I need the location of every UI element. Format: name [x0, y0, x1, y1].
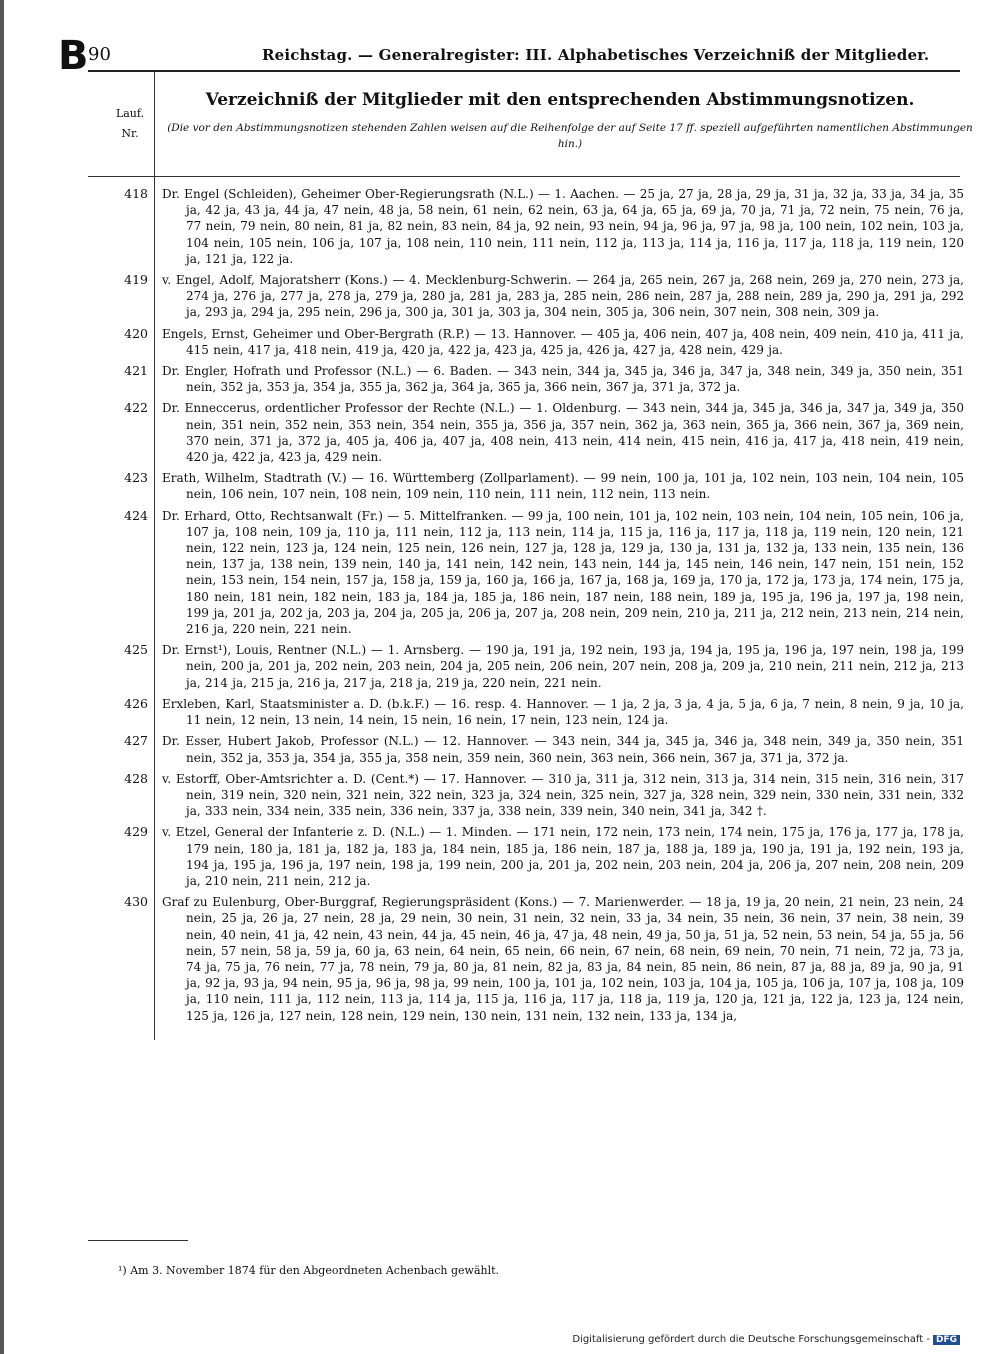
member-entry [88, 186, 964, 267]
entry-number: 427 [124, 733, 148, 749]
entry-number: 420 [124, 325, 148, 341]
entry-text: Dr. Erhard, Otto, Rechtsanwalt (Fr.) — 5. Mittelfranken. — 99 ja, 100 nein, 101 ja, 102 nein, 103 nein, 104 nein, 105 nein, 106 ja, 107 ja, 108 nein, 109 ja, 110 ja, 111 nein, 112 ja, 113 nein, 114 ja, 115 ja, 116 ja, 117 ja, 118 ja, 119 nein, 120 nein, 121 nein, 122 nein, 123 ja, 124 nein, 125 nein, 126 nein, 127 ja, 128 ja, 129 ja, 130 ja, 131 ja, 132 ja, 133 nein, 135 nein, 136 nein, 137 ja, 138 nein, 139 nein, 140 ja, 141 nein, 142 nein, 143 nein, 144 ja, 145 nein, 146 nein, 147 nein, 151 nein, 152 nein, 153 nein, 154 nein, 157 ja, 158 ja, 159 ja, 160 ja, 166 ja, 167 ja, 168 ja, 169 ja, 170 ja, 172 ja, 173 ja, 174 nein, 175 ja, 180 nein, 181 nein, 182 nein, 183 ja, 184 ja, 185 ja, 186 nein, 187 nein, 188 nein, 189 ja, 195 ja, 196 ja, 197 ja, 198 nein, 199 ja, 201 ja, 202 ja, 203 ja, 204 ja, 205 ja, 206 ja, 207 ja, 208 nein, 209 nein, 210 ja, 211 ja, 212 nein, 213 nein, 214 nein, 216 ja, 220 nein, 221 nein. [162, 508, 964, 637]
entry-text: Dr. Engler, Hofrath und Professor (N.L.) — 6. Baden. — 343 nein, 344 ja, 345 ja, 346 ja, 347 ja, 348 nein, 349 ja, 350 nein, 351 nein, 352 ja, 353 ja, 354 ja, 355 ja, 362 ja, 364 ja, 365 ja, 366 nein, 367 ja, 371 ja, 372 ja. [162, 364, 964, 395]
entry-number: 425 [124, 642, 148, 658]
entry-text: Dr. Engel (Schleiden), Geheimer Ober-Regierungsrath (N.L.) — 1. Aachen. — 25 ja, 27 ja, 28 ja, 29 ja, 31 ja, 32 ja, 33 ja, 34 ja, 35 ja, 42 ja, 43 ja, 44 ja, 47 nein, 48 ja, 58 nein, 61 nein, 62 nein, 63 ja, 64 ja, 65 ja, 69 ja, 70 ja, 71 ja, 72 nein, 75 nein, 76 ja, 77 nein, 79 nein, 80 nein, 81 ja, 82 nein, 83 nein, 84 ja, 92 nein, 93 nein, 94 ja, 96 ja, 97 ja, 98 ja, 100 nein, 102 nein, 103 ja, 104 nein, 105 nein, 106 ja, 107 ja, 108 nein, 110 nein, 111 nein, 112 ja, 113 ja, 114 ja, 116 ja, 117 ja, 118 ja, 119 nein, 120 ja, 121 ja, 122 ja. [162, 187, 964, 266]
entry-text: Graf zu Eulenburg, Ober-Burggraf, Regierungspräsident (Kons.) — 7. Marienwerder. — 18 ja, 19 ja, 20 nein, 21 nein, 23 nein, 24 nein, 25 ja, 26 ja, 27 nein, 28 ja, 29 nein, 30 nein, 31 nein, 32 nein, 33 ja, 34 nein, 35 nein, 36 nein, 37 nein, 38 nein, 39 nein, 40 nein, 41 ja, 42 nein, 43 nein, 44 ja, 45 nein, 46 ja, 47 ja, 48 nein, 49 ja, 50 ja, 51 ja, 52 nein, 53 nein, 54 ja, 55 ja, 56 nein, 57 nein, 58 ja, 59 ja, 60 ja, 63 nein, 64 nein, 65 nein, 66 nein, 67 nein, 68 nein, 69 nein, 70 nein, 71 nein, 72 ja, 73 ja, 74 ja, 75 ja, 76 nein, 77 ja, 78 nein, 79 ja, 80 ja, 81 nein, 82 ja, 83 ja, 84 nein, 85 nein, 86 nein, 87 ja, 88 ja, 89 ja, 90 ja, 91 ja, 92 ja, 93 ja, 94 nein, 95 ja, 96 ja, 98 ja, 99 nein, 100 ja, 101 ja, 102 nein, 103 ja, 104 ja, 105 ja, 106 ja, 107 ja, 108 ja, 109 ja, 110 nein, 111 ja, 112 nein, 113 ja, 114 ja, 115 ja, 116 ja, 117 ja, 118 ja, 119 ja, 120 ja, 121 ja, 122 ja, 123 ja, 124 nein, 125 ja, 126 ja, 127 nein, 128 nein, 129 nein, 130 nein, 131 nein, 132 nein, 133 ja, 134 ja, [162, 895, 964, 1023]
entry-number: 429 [124, 824, 148, 840]
header-rule [88, 70, 960, 72]
entry-text: v. Etzel, General der Infanterie z. D. (N.L.) — 1. Minden. — 171 nein, 172 nein, 173 nein, 174 nein, 175 ja, 176 ja, 177 ja, 178 ja, 179 nein, 180 ja, 181 ja, 182 ja, 183 ja, 184 nein, 185 ja, 186 nein, 187 ja, 188 ja, 189 ja, 190 ja, 191 ja, 192 nein, 193 ja, 194 ja, 195 ja, 196 ja, 197 nein, 198 ja, 199 nein, 200 ja, 201 ja, 202 nein, 203 nein, 204 ja, 206 ja, 207 nein, 208 nein, 209 ja, 210 nein, 211 nein, 212 ja. [162, 825, 964, 888]
column-head-line2: Nr. [121, 127, 139, 140]
entry-text: Erxleben, Karl, Staatsminister a. D. (b.k.F.) — 16. resp. 4. Hannover. — 1 ja, 2 ja, 3 ja, 4 ja, 5 ja, 6 ja, 7 nein, 8 nein, 9 ja, 10 ja, 11 nein, 12 nein, 13 nein, 14 nein, 15 nein, 16 nein, 17 nein, 123 nein, 124 ja. [162, 696, 964, 728]
section-title: Verzeichniß der Mitglieder mit den entsprechenden Abstimmungsnotizen. [205, 90, 915, 110]
entry-number: 426 [124, 695, 148, 711]
column-head [112, 104, 148, 144]
page-number: 90 [88, 44, 111, 65]
footnote-rule [88, 1240, 188, 1241]
dfg-logo: DFG [933, 1335, 960, 1345]
member-entry [88, 508, 964, 638]
entry-text: Engels, Ernst, Geheimer und Ober-Bergrath (R.P.) — 13. Hannover. — 405 ja, 406 nein, 407 ja, 408 nein, 409 nein, 410 ja, 411 ja, 415 nein, 417 ja, 418 nein, 419 ja, 420 ja, 422 ja, 423 ja, 425 ja, 426 ja, 427 ja, 428 nein, 429 ja. [162, 326, 964, 357]
entry-number: 428 [124, 770, 148, 786]
member-entry [88, 272, 964, 321]
member-entry [88, 326, 964, 358]
entry-number: 424 [124, 507, 148, 523]
member-entry [88, 771, 964, 820]
section-rule [88, 176, 960, 177]
entry-number: 430 [124, 894, 148, 910]
entry-text: v. Estorff, Ober-Amtsrichter a. D. (Cent.*) — 17. Hannover. — 310 ja, 311 ja, 312 nein, 313 ja, 314 nein, 315 nein, 316 nein, 317 nein, 319 nein, 320 nein, 321 nein, 322 nein, 323 ja, 324 nein, 325 nein, 327 ja, 328 nein, 329 nein, 330 nein, 331 nein, 332 ja, 333 nein, 334 nein, 335 nein, 336 nein, 337 ja, 338 nein, 339 nein, 340 nein, 341 ja, 342 †. [162, 771, 964, 819]
member-list [88, 186, 964, 1029]
entry-number: 422 [124, 400, 148, 416]
footer-text: Digitalisierung gefördert durch die Deutsche Forschungsgemeinschaft - [572, 1334, 930, 1345]
entry-number: 419 [124, 272, 148, 288]
member-entry [88, 642, 964, 691]
entry-text: Dr. Enneccerus, ordentlicher Professor der Rechte (N.L.) — 1. Oldenburg. — 343 nein, 344 ja, 345 ja, 346 ja, 347 ja, 349 ja, 350 nein, 351 nein, 352 nein, 353 nein, 354 nein, 355 ja, 356 ja, 357 nein, 362 ja, 363 nein, 365 ja, 366 nein, 367 ja, 369 nein, 370 nein, 371 ja, 372 ja, 405 ja, 406 ja, 407 ja, 408 nein, 413 nein, 414 nein, 415 nein, 416 ja, 417 ja, 418 nein, 419 nein, 420 ja, 422 ja, 423 ja, 429 nein. [162, 401, 964, 465]
member-entry [88, 400, 964, 465]
entry-text: Dr. Ernst¹), Louis, Rentner (N.L.) — 1. Arnsberg. — 190 ja, 191 ja, 192 nein, 193 ja, 194 ja, 195 ja, 196 ja, 197 nein, 198 ja, 199 nein, 200 ja, 201 ja, 202 nein, 203 nein, 204 ja, 205 nein, 206 nein, 207 nein, 208 ja, 209 ja, 210 nein, 211 nein, 212 ja, 213 ja, 214 ja, 215 ja, 216 ja, 217 ja, 218 ja, 219 ja, 220 nein, 221 nein. [162, 643, 964, 690]
entry-text: Dr. Esser, Hubert Jakob, Professor (N.L.) — 12. Hannover. — 343 nein, 344 ja, 345 ja, 346 ja, 348 nein, 349 ja, 350 nein, 351 nein, 352 ja, 353 ja, 354 ja, 355 ja, 358 nein, 359 nein, 360 nein, 363 nein, 366 nein, 367 ja, 371 ja, 372 ja. [162, 734, 964, 765]
running-head: Reichstag. — Generalregister: III. Alphabetisches Verzeichniß der Mitglieder. [262, 46, 930, 64]
member-entry [88, 470, 964, 502]
column-head-line1: Lauf. [115, 107, 145, 120]
member-entry [88, 894, 964, 1024]
digitization-footer [572, 1334, 960, 1345]
footnote: ¹) Am 3. November 1874 für den Abgeordneten Achenbach gewählt. [118, 1264, 500, 1277]
entry-number: 423 [124, 470, 148, 486]
member-entry [88, 733, 964, 765]
entry-number: 418 [124, 186, 148, 201]
member-entry [88, 696, 964, 728]
entry-text: Erath, Wilhelm, Stadtrath (V.) — 16. Württemberg (Zollparlament). — 99 nein, 100 ja, 101 ja, 102 nein, 103 nein, 104 nein, 105 nein, 106 nein, 107 nein, 108 nein, 109 nein, 110 nein, 111 nein, 112 nein, 113 nein. [162, 471, 964, 502]
entry-number: 421 [124, 363, 148, 379]
page-edge [0, 0, 4, 1354]
section-note: (Die vor den Abstimmungsnotizen stehenden Zahlen weisen auf die Reihenfolge der auf Seite 17 ff. speziell aufgeführten namentlichen Abstimmungen hin.) [167, 122, 973, 150]
register-letter: B [58, 33, 89, 79]
member-entry [88, 824, 964, 889]
entry-text: v. Engel, Adolf, Majoratsherr (Kons.) — 4. Mecklenburg-Schwerin. — 264 ja, 265 nein, 267 ja, 268 nein, 269 ja, 270 nein, 273 ja, 274 ja, 276 ja, 277 ja, 278 ja, 279 ja, 280 ja, 281 ja, 283 ja, 285 nein, 286 nein, 287 ja, 288 nein, 289 ja, 290 ja, 291 ja, 292 ja, 293 ja, 294 ja, 295 nein, 296 ja, 300 ja, 301 ja, 303 ja, 304 nein, 305 ja, 306 nein, 307 nein, 308 nein, 309 ja. [162, 273, 964, 320]
member-entry [88, 363, 964, 395]
